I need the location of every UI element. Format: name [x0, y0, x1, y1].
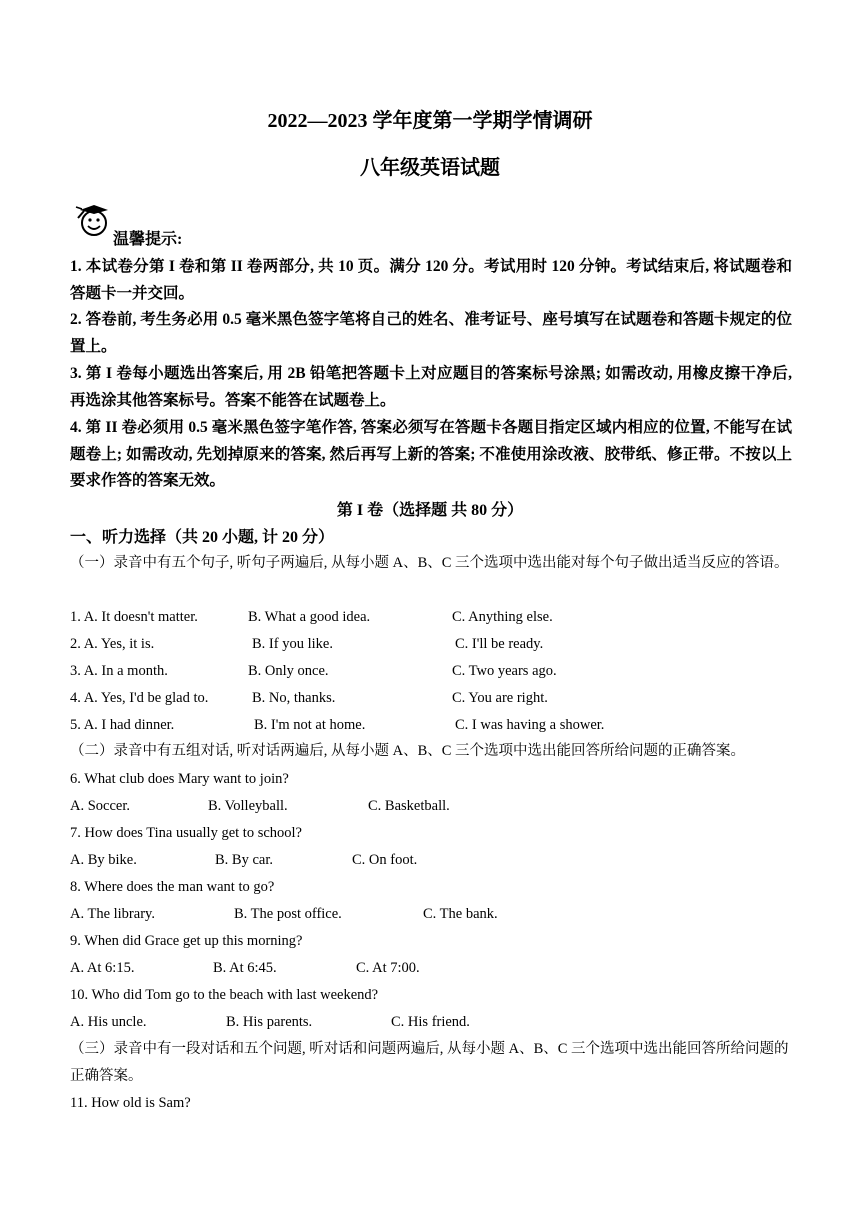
tip-item-2: 2. 答卷前, 考生务必用 0.5 毫米黑色签字笔将自己的姓名、准考证号、座号填写在试题卷和答题卡规定的位置上。 [70, 311, 792, 355]
q9-option-a: A. At 6:15. [70, 960, 135, 976]
smiley-icon [70, 198, 112, 240]
q7-option-c: C. On foot. [352, 852, 418, 868]
part3-instruction: （三）录音中有一段对话和五个问题, 听对话和问题两遍后, 从每小题 A、B、C 三个选项中选出能回答所给问题的正确答案。 [70, 1041, 789, 1084]
q1-option-a: 1. A. It doesn't matter. [70, 609, 198, 625]
q10-option-a: A. His uncle. [70, 1014, 147, 1030]
q5-option-b: B. I'm not at home. [254, 717, 366, 733]
q9-option-c: C. At 7:00. [356, 960, 420, 976]
q3-option-b: B. Only once. [248, 663, 329, 679]
tip-item-3: 3. 第 I 卷每小题选出答案后, 用 2B 铅笔把答题卡上对应题目的答案标号涂黑; 如需改动, 用橡皮擦干净后, 再选涂其他答案标号。答案不能答在试题卷上。 [70, 365, 792, 409]
tips-label: 温馨提示: [113, 231, 183, 248]
q5-option-c: C. I was having a shower. [455, 717, 605, 733]
tip-item-1: 1. 本试卷分第 I 卷和第 II 卷两部分, 共 10 页。满分 120 分。考试用时 120 分钟。考试结束后, 将试题卷和答题卡一并交回。 [70, 258, 792, 302]
q4-option-b: B. No, thanks. [252, 690, 336, 706]
q4-option-c: C. You are right. [452, 690, 548, 706]
q7-option-b: B. By car. [215, 852, 273, 868]
exam-title: 2022—2023 学年度第一学期学情调研 [267, 110, 593, 132]
q2-option-c: C. I'll be ready. [455, 636, 544, 652]
q7-option-a: A. By bike. [70, 852, 137, 868]
section-title: 一、听力选择（共 20 小题, 计 20 分） [70, 529, 335, 546]
q3-option-c: C. Two years ago. [452, 663, 557, 679]
q1-option-c: C. Anything else. [452, 609, 553, 625]
tip-item-4: 4. 第 II 卷必须用 0.5 毫米黑色签字笔作答, 答案必须写在答题卡各题目指定区域内相应的位置, 不能写在试题卷上; 如需改动, 先划掉原来的答案, 然后再写上新的答案; 不准使用涂改液、胶带纸、修正带。不按以上要求作答的答案无效。 [70, 419, 792, 489]
q6-option-a: A. Soccer. [70, 798, 130, 814]
volume-title: 第 I 卷（选择题 共 80 分） [336, 502, 524, 519]
q7-stem: 7. How does Tina usually get to school? [70, 825, 302, 841]
q11-stem: 11. How old is Sam? [70, 1095, 191, 1111]
part1-instruction: （一）录音中有五个句子, 听句子两遍后, 从每小题 A、B、C 三个选项中选出能对每个句子做出适当反应的答语。 [70, 555, 789, 571]
q9-stem: 9. When did Grace get up this morning? [70, 933, 303, 949]
q3-option-a: 3. A. In a month. [70, 663, 168, 679]
q6-option-c: C. Basketball. [368, 798, 450, 814]
q1-option-b: B. What a good idea. [248, 609, 371, 625]
q2-option-a: 2. A. Yes, it is. [70, 636, 155, 652]
q6-stem: 6. What club does Mary want to join? [70, 771, 289, 787]
q9-option-b: B. At 6:45. [213, 960, 277, 976]
q10-stem: 10. Who did Tom go to the beach with last weekend? [70, 987, 379, 1003]
part2-instruction: （二）录音中有五组对话, 听对话两遍后, 从每小题 A、B、C 三个选项中选出能回答所给问题的正确答案。 [70, 743, 746, 759]
q2-option-b: B. If you like. [252, 636, 333, 652]
q4-option-a: 4. A. Yes, I'd be glad to. [70, 690, 209, 706]
q6-option-b: B. Volleyball. [208, 798, 288, 814]
q8-option-c: C. The bank. [423, 906, 498, 922]
q8-stem: 8. Where does the man want to go? [70, 879, 275, 895]
q10-option-c: C. His friend. [391, 1014, 470, 1030]
q5-option-a: 5. A. I had dinner. [70, 717, 175, 733]
q8-option-b: B. The post office. [234, 906, 342, 922]
exam-subtitle: 八年级英语试题 [360, 157, 500, 179]
q10-option-b: B. His parents. [226, 1014, 313, 1030]
q8-option-a: A. The library. [70, 906, 155, 922]
